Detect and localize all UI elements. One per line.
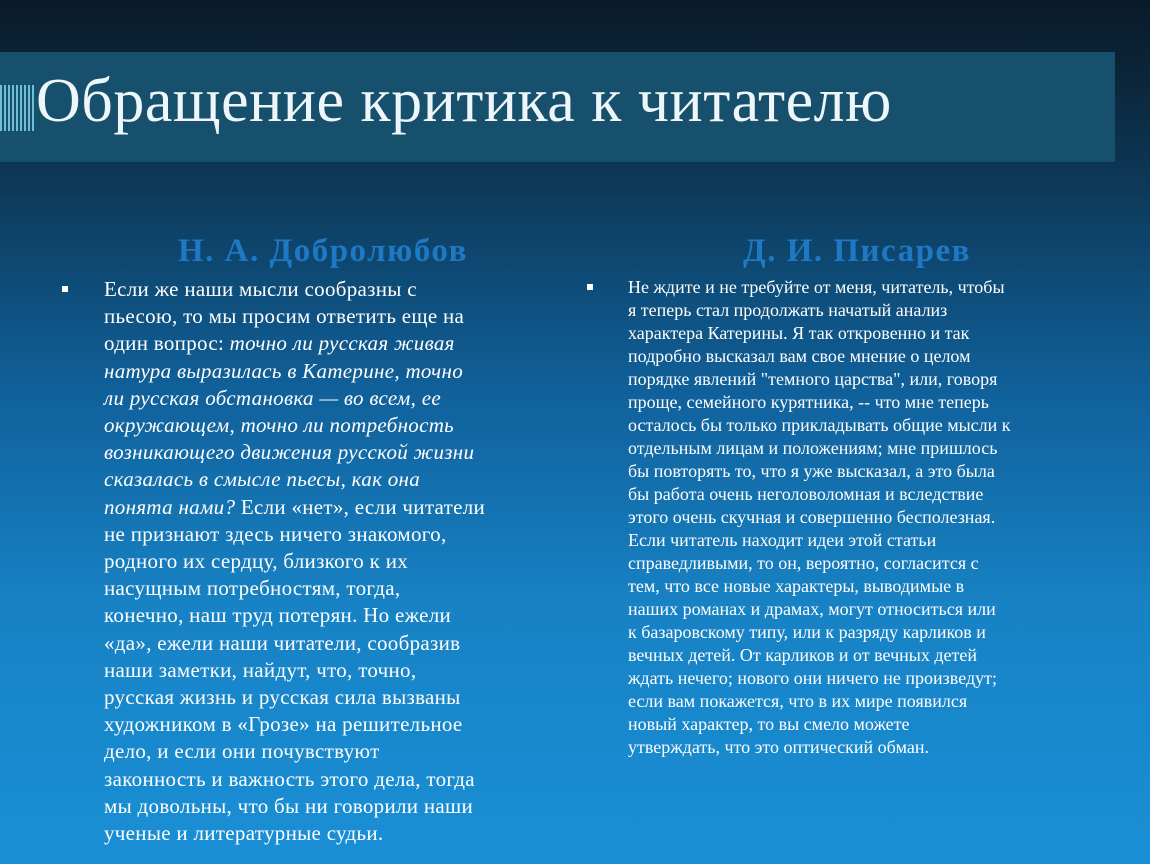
quote-line: пьесою, то мы просим ответить еще на [104, 304, 465, 329]
quote-line: русская жизнь и русская сила вызваны [104, 685, 461, 710]
quote-line: бы работа очень неголоволомная и вследствие [628, 484, 984, 504]
quote-line-part: точно ли русская живая [229, 331, 455, 356]
quote-line: характера Катерины. Я так откровенно и так [628, 323, 970, 343]
quote-line: тем, что все новые характеры, выводимые в [628, 576, 965, 596]
quote-line: проще, семейного курятника, -- что мне теперь [628, 392, 989, 412]
quote-line: отдельным лицам и положениям; мне пришлось [628, 438, 998, 458]
quote-line: осталось бы только прикладывать общие мысли к [628, 415, 1011, 435]
quote-line: утверждать, что это оптический обман. [628, 737, 929, 757]
heading-dobrolyubov: Н. А. Добролюбов [178, 233, 468, 269]
quote-line: окружающем, точно ли потребность [104, 413, 455, 438]
quote-line: справедливыми, то он, вероятно, согласится с [628, 553, 979, 573]
quote-line: к базаровскому типу, или к разряду карликов и [628, 622, 986, 642]
quote-line: законность и важность этого дела, тогда [104, 766, 475, 791]
quote-line: наши заметки, найдут, что, точно, [104, 657, 417, 682]
dobrolyubov-quote [104, 276, 574, 847]
quote-line: сказалась в смысле пьесы, как она [104, 467, 421, 492]
pisarev-quote [628, 276, 1128, 759]
quote-line [104, 494, 574, 521]
quote-line-part: понята нами? [104, 494, 236, 519]
bullet-right-icon [587, 284, 593, 290]
quote-line: насущным потребностям, тогда, [104, 576, 401, 601]
title-decoration [0, 85, 36, 131]
quote-line: художником в «Грозе» на решительное [104, 712, 463, 737]
quote-line: ждать нечего; нового они ничего не произведут; [628, 668, 997, 688]
heading-pisarev: Д. И. Писарев [743, 233, 971, 269]
quote-line: Если читатель находит идеи этой статьи [628, 530, 937, 550]
quote-line: этого очень скучная и совершенно бесполезная. [628, 507, 996, 527]
quote-line: натура выразилась в Катерине, точно [104, 358, 464, 383]
quote-line: ученые и литературные судьи. [104, 821, 384, 846]
quote-line [104, 330, 574, 357]
quote-line: дело, и если они почувствуют [104, 739, 380, 764]
quote-line: я теперь стал продолжать начатый анализ [628, 300, 948, 320]
quote-line: вечных детей. От карликов и от вечных детей [628, 645, 977, 665]
quote-line-part: один вопрос: [104, 331, 230, 356]
quote-line: возникающего движения русской жизни [104, 440, 475, 465]
quote-line: наших романах и драмах, могут относиться или [628, 599, 996, 619]
quote-line: новый характер, то вы смело можете [628, 714, 910, 734]
slide-title: Обращение критика к читателю [36, 67, 892, 135]
quote-line: подробно высказал вам свое мнение о целом [628, 346, 971, 366]
quote-line: порядке явлений "темного царства", или, говоря [628, 369, 998, 389]
quote-line: конечно, наш труд потерян. Но ежели [104, 603, 452, 628]
quote-line: «да», ежели наши читатели, сообразив [104, 630, 461, 655]
quote-line: Если же наши мысли сообразны с [104, 277, 417, 301]
quote-line: если вам покажется, что в их мире появился [628, 691, 968, 711]
quote-line: Не ждите и не требуйте от меня, читатель, чтобы [628, 277, 1005, 297]
quote-line: не признают здесь ничего знакомого, [104, 521, 447, 546]
quote-line: мы довольны, что бы ни говорили наши [104, 793, 474, 818]
quote-line: родного их сердцу, близкого к их [104, 549, 409, 574]
bullet-left-icon [62, 286, 68, 292]
quote-line: ли русская обстановка — во всем, ее [104, 385, 441, 410]
quote-line-part: Если «нет», если читатели [235, 494, 486, 519]
quote-line: бы повторять то, что я уже высказал, а это была [628, 461, 995, 481]
